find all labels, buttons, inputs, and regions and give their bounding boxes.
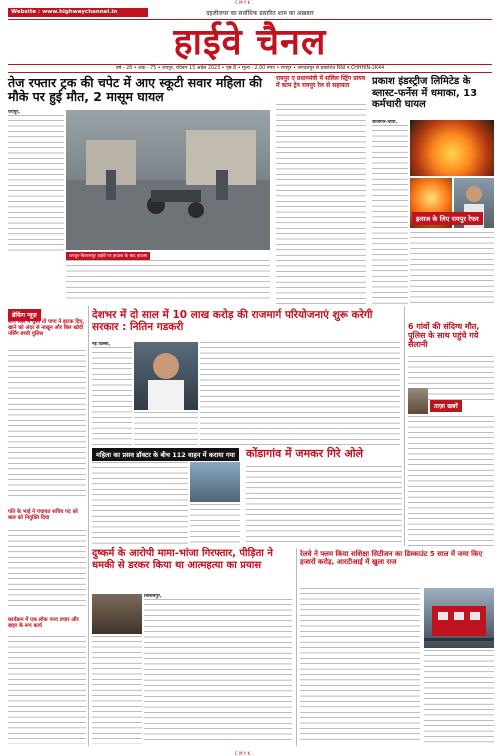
story5-headline[interactable]: महिला का प्रसव डॉक्टर के बीच 112 वाहन में कराया गया [92, 448, 239, 461]
separator-brief [88, 306, 89, 746]
story1-dateline: रायपुर, [8, 110, 20, 115]
story10-body-left [300, 588, 420, 744]
issue-info-bar: वर्ष - 28 • अंक - 75 • रायपुर, रविवार 15 अप्रैल 2023 • पृष्ठ 8 • मूल्य : 2.00 रुपए • रायपुर • जगदलपुर से प्रकाशित RNI नं.CHHHIN-2K44 [8, 64, 492, 73]
story4-tag: ताज़ा खबरें [430, 400, 462, 412]
story5-photo [190, 462, 240, 502]
story2-caption: इलाज के लिए रायपुर रेफर [412, 212, 483, 225]
story3-photo [134, 342, 198, 410]
story4-body-continued [408, 416, 494, 546]
story9-dateline: बिलासपुर, [144, 594, 162, 599]
story-mid-top-body [276, 104, 366, 304]
story3-headline[interactable]: देशभर में दो साल में 10 लाख करोड़ की राजमार्ग परियोजनाएं शुरू करेगी सरकार : नितिन गडकरी [92, 309, 373, 334]
story10-photo-train [424, 588, 494, 648]
story9-headline[interactable]: दुष्कर्म के आरोपी मामा-भांजा गिरफ्तार, पीड़िता ने धमकी से डरकर किया था आत्महत्या का प्रयास [92, 548, 273, 571]
story2-body [372, 120, 408, 306]
story3-dateline: नई दिल्ली, [92, 342, 111, 347]
story7-headline[interactable]: पति के भाई ने पंचायत सचिव पद को बाल को नियुक्ति दिया [8, 509, 78, 521]
cmyk-mark-top: C M Y K [235, 0, 251, 5]
story-mid-top-headline[interactable]: रायपुर ए प्रधानमंत्री में सलिल स्ट्रिंग प्रायव में काम ट्रेन रायपुर रेल से सहायता [276, 75, 366, 89]
story2-photo-fire [410, 120, 494, 176]
story9-body-left [92, 636, 142, 744]
story1-text-lines [8, 115, 64, 255]
story9-body [144, 594, 292, 744]
story2-body-continued [410, 232, 494, 306]
story8-body [8, 636, 86, 744]
website-banner[interactable]: Website : www.highwaychannel.in [8, 8, 148, 17]
story10-headline[interactable]: रेलवे ने फ्लम किया सशिक्षा सिटीजन का डिस्काउंट 5 साल में जमा किए हजारों करोड़, आरटीआई में खुला राज [300, 550, 483, 567]
separator-bottom [296, 548, 297, 746]
brief-title: ब्रेकिंग न्यूज़ [8, 309, 41, 321]
header-rule [8, 19, 492, 20]
tagline: दहलीजपर का सर्वाधिक प्रसारित शाम का अखबार [206, 10, 314, 17]
story3-body-mid [134, 412, 198, 446]
story1-photo [66, 110, 270, 250]
story5-body-left [92, 462, 188, 544]
story9-text-lines [144, 599, 292, 743]
story8-headline[interactable]: कार्यक्रम में एक लोक गाना प्रचार और बाहर के रूप कार्य [8, 617, 79, 629]
story1-body [8, 110, 64, 258]
brief-body [8, 350, 86, 500]
story10-body-right [424, 650, 494, 744]
story4-photo [408, 388, 428, 414]
story6-body [246, 466, 402, 544]
brief-headline[interactable]: सांप बिल में घुसा तो पापा ने झटक दिए, खाने को अंदर से नाखून और बिल खोदी नर्सिंग बच्ची पुलिस [8, 319, 85, 337]
cmyk-mark-bottom: C M Y K [235, 751, 251, 756]
story4-headline[interactable]: 6 गांवों की संदिग्ध मौत, पुलिस के साथ पहुंचे गये सैलानी [408, 322, 480, 350]
story3-body-left [92, 342, 132, 446]
story2-headline[interactable]: प्रकाश इंडस्ट्रीज लिमिटेड के ब्लास्ट-फर्नेस में धमाका, 13 कर्मचारी घायल [372, 76, 478, 110]
story2-dateline: जांजगीर-चांपा, [372, 120, 398, 125]
story6-headline[interactable]: कोंडागांव में जमकर गिरे ओले [246, 447, 364, 460]
masthead-title: हाईवे चैनल [173, 21, 327, 63]
story2-text-lines [372, 125, 408, 305]
story7-body [8, 530, 86, 610]
story1-headline[interactable]: तेज रफ्तार ट्रक की चपेट में आए स्कूटी सवार महिला की मौके पर हुई मौत, 2 मासूम घायल [8, 75, 263, 105]
story9-photo [92, 594, 142, 634]
masthead [100, 21, 400, 63]
story1-continued [66, 260, 270, 302]
story1-caption: रायपुर-बिलासपुर हाईवे पर हादसा के बाद हादसा [66, 252, 150, 260]
separator-right [404, 306, 405, 546]
story5-body-right [190, 504, 240, 544]
story3-text-lines [92, 347, 132, 445]
story3-body-right [200, 342, 400, 446]
